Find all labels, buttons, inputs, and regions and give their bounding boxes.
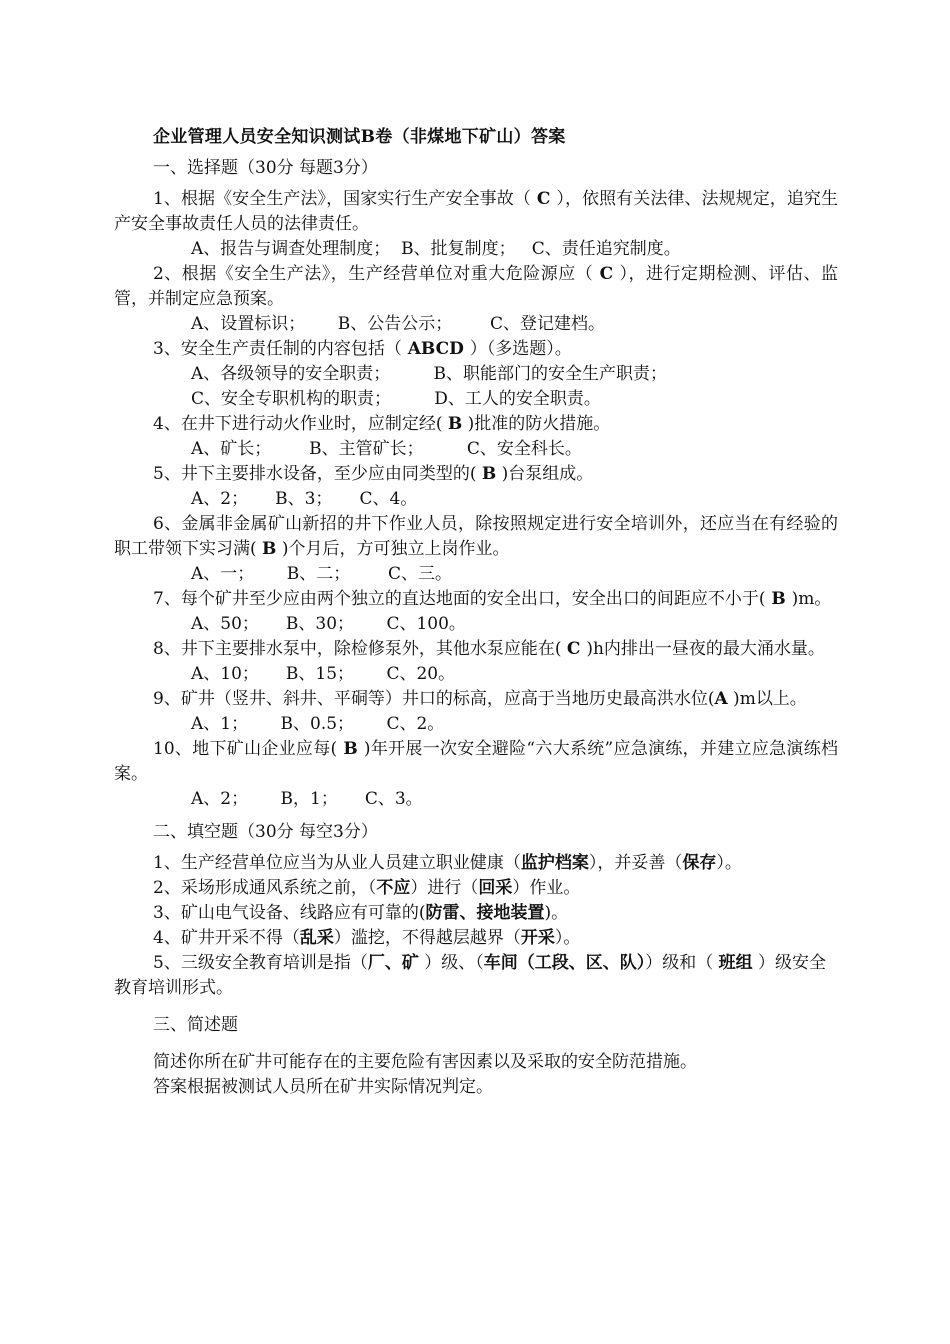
fill-blank-item — [114, 926, 838, 951]
question-text: 7、每个矿井至少应由两个独立的直达地面的安全出口，安全出口的间距应不小于( — [153, 589, 766, 609]
answer-key: 开采 — [520, 928, 555, 948]
item-text: ）作业。 — [512, 878, 581, 898]
question-text: ），进行定期检测、评估、监管，并制定应急预案。 — [114, 264, 838, 309]
answer-key: ABCD — [401, 339, 470, 359]
answer-options: A、一； B、二； C、三。 — [191, 564, 453, 584]
fill-blank-item — [114, 901, 838, 926]
choice-question — [114, 187, 838, 237]
answer-key: A — [714, 689, 728, 709]
section-heading-short-answer: 三、简述题 — [153, 1015, 238, 1035]
question-text: )台泵组成。 — [496, 464, 594, 484]
item-text: 3、矿山电气设备、线路应有可靠的( — [153, 903, 426, 923]
answer-options: A、1； B、0.5； C、2。 — [191, 714, 445, 734]
item-text: ）级和（ — [645, 953, 719, 973]
question-text: 3、安全生产责任制的内容包括（ — [153, 339, 402, 359]
choice-question-list — [114, 187, 838, 812]
question-text: 10、地下矿山企业应每( — [153, 739, 338, 759]
choice-question — [114, 512, 838, 562]
fill-blank-item — [114, 951, 838, 1001]
answer-key: C — [593, 264, 620, 284]
question-text: )批准的防火措施。 — [462, 414, 611, 434]
answer-key: 班组 — [718, 953, 753, 973]
answer-options: A、2； B、3； C、4。 — [191, 489, 418, 509]
choice-question — [114, 637, 838, 662]
question-text: 8、井下主要排水泵中，除检修泵外，其他水泵应能在( — [153, 639, 567, 659]
answer-key: 厂、矿 — [367, 953, 419, 973]
fill-blank-list — [114, 851, 838, 1001]
section-heading-fill: 二、填空题（30分 每空3分） — [153, 822, 378, 842]
fill-blank-item — [114, 851, 838, 876]
document-content — [114, 120, 838, 1100]
page-title: 企业管理人员安全知识测试B卷（非煤地下矿山）答案 — [153, 127, 566, 147]
short-answer-answer: 答案根据被测试人员所在矿井实际情况判定。 — [153, 1077, 493, 1097]
question-text: 6、金属非金属矿山新招的井下作业人员，除按照规定进行安全培训外，还应当在有经验的职工带领下实习满( — [114, 514, 838, 559]
answer-key: B — [262, 539, 277, 559]
fill-blank-item — [114, 876, 838, 901]
item-text: 1、生产经营单位应当为从业人员建立职业健康（ — [153, 853, 521, 873]
answer-key: 保存 — [682, 853, 717, 873]
choice-question — [114, 462, 838, 487]
question-text: 4、在井下进行动火作业时，应制定经( — [153, 414, 448, 434]
short-answer-question: 简述你所在矿井可能存在的主要危险有害因素以及采取的安全防范措施。 — [153, 1052, 697, 1072]
question-text: )h内排出一昼夜的最大涌水量。 — [586, 639, 825, 659]
item-text: 4、矿井开采不得（ — [153, 928, 300, 948]
answer-key: 车间（工段、区、队） — [483, 953, 646, 973]
answer-key: 不应 — [376, 878, 411, 898]
item-text: ）。 — [554, 928, 581, 948]
answer-options: A、50； B、30； C、100。 — [191, 614, 466, 634]
question-text: ）（多选题）。 — [469, 339, 572, 359]
answer-key: C — [566, 639, 587, 659]
section-heading-choice: 一、选择题（30分 每题3分） — [153, 158, 378, 178]
answer-key: 监护档案 — [520, 853, 589, 873]
answer-key: B — [447, 414, 463, 434]
answer-key: 防雷、接地装置 — [425, 903, 545, 923]
item-text: ）进行（ — [410, 878, 479, 898]
item-text: ）级、（ — [418, 953, 484, 973]
choice-question — [114, 412, 838, 437]
answer-options: A、矿长； B、主管矿长； C、安全科长。 — [191, 439, 582, 459]
question-text: 5、井下主要排水设备，至少应由同类型的( — [153, 464, 482, 484]
answer-key: 乱采 — [299, 928, 334, 948]
answer-key: B — [481, 464, 497, 484]
answer-key: 回采 — [478, 878, 513, 898]
question-text: )个月后，方可独立上岗作业。 — [276, 539, 510, 559]
answer-key: B — [765, 589, 792, 609]
item-text: 5、三级安全教育培训是指（ — [153, 953, 368, 973]
item-text: ），并妥善（ — [588, 853, 683, 873]
choice-question — [114, 687, 838, 712]
question-text: 2、根据《安全生产法》，生产经营单位对重大危险源应（ — [153, 264, 594, 284]
question-text: )年开展一次安全避险“六大系统”应急演练，并建立应急演练档案。 — [114, 739, 838, 784]
answer-options: A、各级领导的安全职责； B、职能部门的安全生产职责； — [191, 364, 667, 384]
item-text: ）。 — [716, 853, 742, 873]
question-text: )m。 — [791, 589, 832, 609]
item-text: 2、采场形成通风系统之前，（ — [153, 878, 377, 898]
answer-options: A、设置标识； B、公告公示； C、登记建档。 — [191, 314, 606, 334]
answer-options: A、2； B，1； C、3。 — [191, 789, 423, 809]
item-text: ）滥挖，不得越层越界（ — [333, 928, 521, 948]
choice-question — [114, 587, 838, 612]
answer-options: C、安全专职机构的职责； D、工人的安全职责。 — [191, 389, 601, 409]
choice-question — [114, 337, 838, 362]
item-text: )。 — [544, 903, 569, 923]
question-text: 1、根据《安全生产法》，国家实行生产安全事故（ — [153, 189, 531, 209]
item-text: ）级安全教育培训形式。 — [114, 953, 827, 998]
answer-key: C — [530, 189, 557, 209]
answer-key: B — [337, 739, 364, 759]
answer-options: A、10； B、15； C、20。 — [191, 664, 456, 684]
question-text: ），依照有关法律、法规规定，追究生产安全事故责任人员的法律责任。 — [114, 189, 838, 234]
question-text: )m以上。 — [727, 689, 807, 709]
answer-options: A、报告与调查处理制度； B、批复制度； C、责任追究制度。 — [191, 239, 681, 259]
choice-question — [114, 737, 838, 787]
question-text: 9、矿井（竖井、斜井、平硐等）井口的标高，应高于当地历史最高洪水位( — [153, 689, 715, 709]
choice-question — [114, 262, 838, 312]
